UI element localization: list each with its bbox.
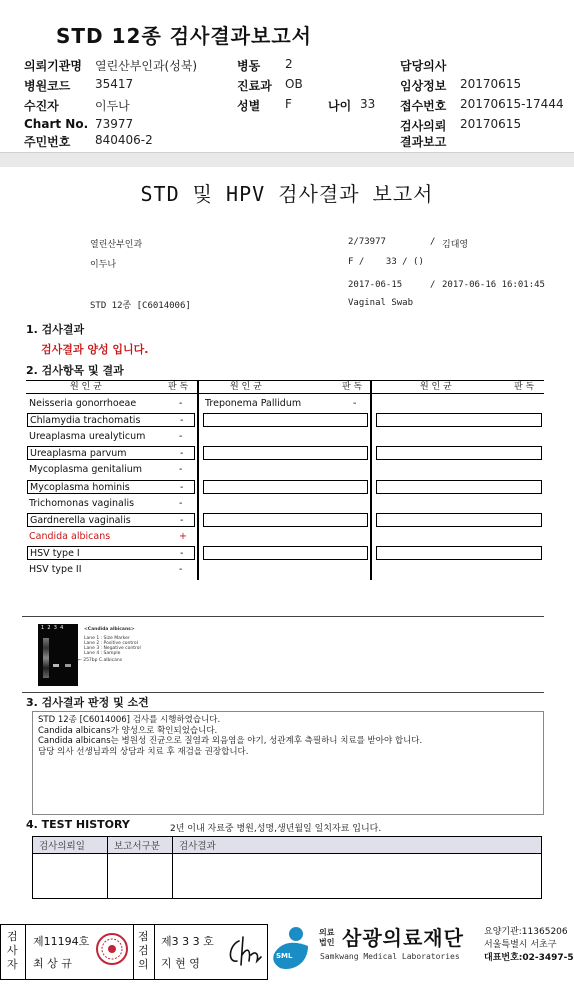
header-divider-band: [0, 152, 574, 167]
empty-result-cell: [376, 513, 542, 527]
info-doctor: 김대영: [442, 240, 469, 250]
field-value-sex: F: [285, 97, 292, 111]
footer-divider: [154, 925, 155, 979]
info-patient: 이두나: [90, 260, 117, 270]
col-organism-1: 원 인 균: [70, 382, 102, 392]
section-4-heading: 4. TEST HISTORY: [26, 818, 130, 831]
result-row: Chlamydia trachomatis -: [27, 413, 195, 427]
section-2-heading: 2. 검사항목 및 결과: [26, 364, 124, 377]
result-row: Trichomonas vaginalis -: [29, 498, 183, 509]
org-name: 삼광의료재단: [342, 926, 464, 950]
field-value-request-date: 20170615: [460, 117, 522, 131]
reviewer-signature: [223, 931, 263, 971]
empty-result-cell: [203, 513, 368, 527]
gel-legend: <Candida albicans> Lane 1 : Size Marker Lane 2 : Positive control Lane 3 : Negative control Lane 4 : Sample: [84, 627, 141, 656]
gel-marker-lane: [43, 638, 49, 678]
test-history-table: [32, 836, 542, 899]
document-title: STD 12종 검사결과보고서: [56, 24, 312, 48]
col-result-3: 판 독: [514, 382, 535, 392]
field-label-id-number: 주민번호: [24, 135, 71, 149]
gel-electrophoresis-image: [38, 624, 78, 686]
info-specimen: Vaginal Swab: [348, 298, 414, 308]
consultation-text-box: STD 12종 [C6014006] 검사를 시행하였습니다. Candida albicans가 양성으로 확인되었습니다. Candida albicans는 병원성 진균으로 질염과 외음염을 야기, 성관계후 측필하니 치료를 받아야 합니다. 담당 의사 선생님과의 상담과 치료 후 재검을 권장합니다.: [32, 711, 544, 815]
result-row: Treponema Pallidum -: [205, 398, 357, 409]
info-clinic: 열린산부인과: [90, 240, 143, 250]
results-table-header: [26, 380, 544, 394]
field-value-patient: 이두나: [95, 99, 130, 113]
col-result-2: 판 독: [342, 382, 363, 392]
corp-label: 의료 법인: [319, 928, 335, 947]
field-label-report: 결과보고: [400, 135, 447, 149]
section-1-heading: 1. 검사결과: [26, 323, 85, 336]
field-label-chart-no: Chart No.: [24, 117, 89, 131]
field-label-accession: 접수번호: [400, 99, 447, 113]
column-divider-2: [370, 380, 372, 580]
footer-divider: [25, 925, 26, 979]
tester-label: 검사자: [7, 930, 18, 971]
result-row: HSV type I -: [27, 546, 195, 560]
gel-lane-numbers: 1 2 3 4: [41, 625, 64, 631]
sml-logo-icon: [270, 924, 314, 974]
field-value-hospital-code: 35417: [95, 77, 134, 91]
result-row: Ureaplasma parvum -: [27, 446, 195, 460]
result-row: Mycoplasma hominis -: [27, 480, 195, 494]
report-title: STD 및 HPV 검사결과 보고서: [140, 182, 434, 206]
field-value-ward: 2: [285, 57, 293, 71]
result-row: Mycoplasma genitalium -: [29, 464, 183, 475]
field-label-hospital-code: 병원코드: [24, 79, 71, 93]
result-row: Gardnerella vaginalis -: [27, 513, 195, 527]
field-label-doctor: 담당의사: [400, 59, 447, 73]
col-organism-3: 원 인 균: [420, 382, 452, 392]
field-value-accession: 20170615-17444: [460, 97, 564, 111]
org-info: 요양기관:11365206 서울특별시 서초구 대표번호:02-3497-5: [484, 927, 574, 963]
result-row: HSV type II -: [29, 564, 183, 575]
result-summary: 검사결과 양성 입니다.: [41, 343, 149, 356]
history-note: 2년 이내 자료중 병원,성명,생년월일 일치자료 입니다.: [170, 824, 382, 834]
empty-result-cell: [376, 546, 542, 560]
field-label-sex: 성별: [237, 99, 261, 113]
col-organism-2: 원 인 균: [230, 382, 262, 392]
info-doctor-separator: /: [430, 237, 436, 247]
history-col-request-date: 검사의뢰일: [33, 837, 108, 854]
field-label-ward: 병동: [237, 59, 261, 73]
empty-result-cell: [376, 480, 542, 494]
info-test-code: STD 12종 [C6014006]: [90, 301, 191, 311]
history-col-report-type: 보고서구분: [108, 837, 173, 854]
empty-result-cell: [376, 446, 542, 460]
info-date-separator: /: [430, 280, 436, 290]
gel-band-label: ← 257bp C.albicans: [78, 658, 123, 663]
tester-seal-stamp: [95, 932, 129, 966]
footer-divider: [133, 925, 134, 979]
info-date-reported: 2017-06-16 16:01:45: [442, 280, 545, 290]
signature-box: [0, 924, 268, 980]
sml-logo-text: SML: [276, 952, 293, 960]
tester-name: 최 상 규: [33, 957, 72, 970]
field-label-department: 진료과: [237, 79, 272, 93]
result-row: Ureaplasma urealyticum -: [29, 431, 183, 442]
org-english-name: Samkwang Medical Laboratories: [320, 952, 460, 961]
field-value-chart-no: 73977: [95, 117, 134, 131]
info-date-received: 2017-06-15: [348, 280, 403, 290]
gel-band: [53, 664, 59, 667]
field-value-clinical-info: 20170615: [460, 77, 522, 91]
empty-result-cell: [203, 546, 368, 560]
field-value-clinic: 열린산부인과(성북): [95, 59, 198, 73]
field-value-department: OB: [285, 77, 303, 91]
result-row-positive: Candida albicans +: [29, 531, 187, 542]
gel-top-rule: [22, 616, 544, 617]
empty-result-cell: [203, 413, 368, 427]
reviewer-license-no: 제3 3 3 호: [161, 935, 214, 948]
empty-result-cell: [203, 480, 368, 494]
reviewer-label: 점검의: [138, 930, 149, 971]
history-col-result: 검사결과: [173, 837, 542, 854]
field-label-patient: 수진자: [24, 99, 59, 113]
empty-result-cell: [203, 446, 368, 460]
section-3-heading: 3. 검사결과 판정 및 소견: [26, 696, 149, 709]
info-sex-age: F / 33 / (): [348, 257, 424, 267]
field-value-age: 33: [360, 97, 376, 111]
field-label-clinic: 의뢰기관명: [24, 59, 82, 73]
history-empty-row: [33, 854, 542, 899]
col-result-1: 판 독: [168, 382, 189, 392]
empty-result-cell: [376, 413, 542, 427]
field-value-id-number: 840406-2: [95, 133, 153, 147]
gel-bottom-rule: [22, 692, 544, 693]
field-label-request-date: 검사의뢰: [400, 119, 447, 133]
info-chart-no: 2/73977: [348, 237, 386, 247]
field-label-clinical-info: 임상정보: [400, 79, 447, 93]
result-row: Neisseria gonorrhoeae -: [29, 398, 183, 409]
reviewer-name: 지 현 영: [161, 957, 200, 970]
column-divider-1: [197, 380, 199, 580]
gel-band: [65, 664, 71, 667]
tester-license-no: 제11194호: [33, 935, 90, 948]
field-label-age: 나이: [328, 99, 352, 113]
